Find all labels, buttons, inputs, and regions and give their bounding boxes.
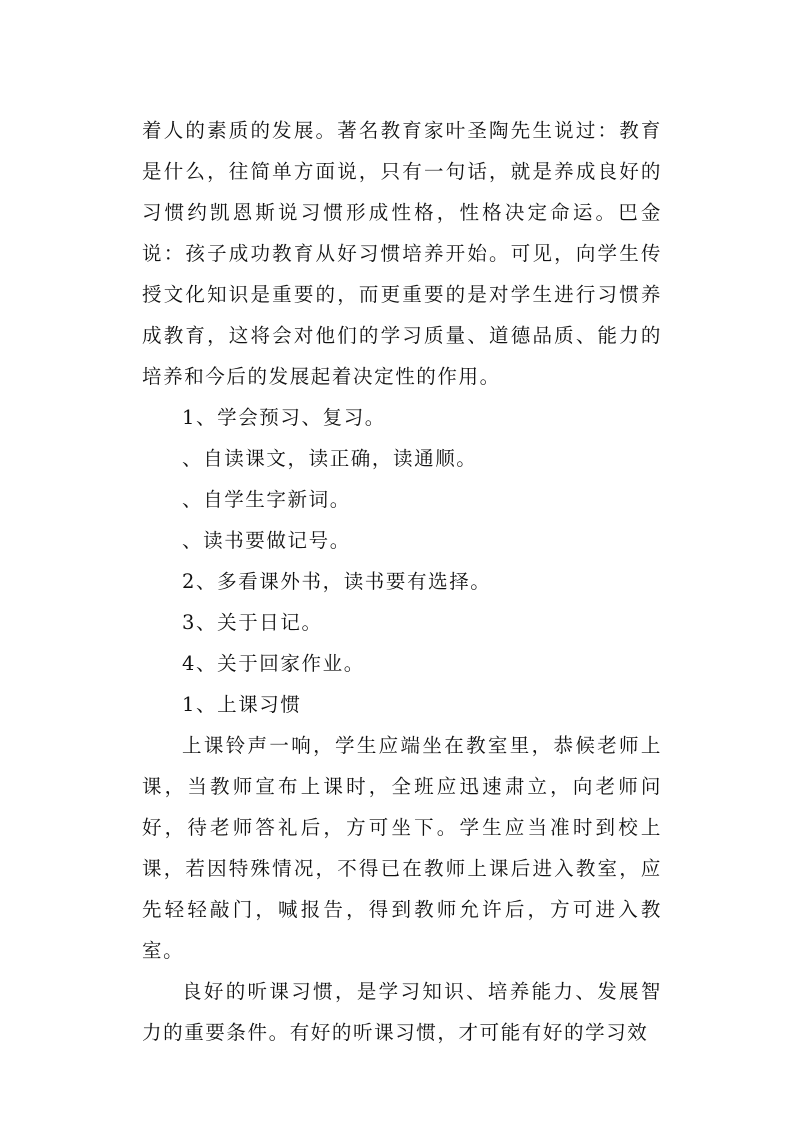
paragraph-intro: 着人的素质的发展。著名教育家叶圣陶先生说过：教育是什么，往简单方面说，只有一句话，就是养成良好的习惯约凯恩斯说习惯形成性格，性格决定命运。巴金说：孩子成功教育从好习惯培养开始。可见，向学生传授文化知识是重要的，而更重要的是对学生进行习惯养成教育，这将会对他们的学习质量、道德品质、能力的培养和今后的发展起着决定性的作用。: [142, 119, 662, 388]
list-item-extra-reading: 2、多看课外书，读书要有选择。: [182, 570, 492, 593]
paragraph-class-bell: 上课铃声一响，学生应端坐在教室里，恭候老师上课，当教师宣布上课时，全班应迅速肃立，向老师问好，待老师答礼后，方可坐下。学生应当准时到校上课，若因特殊情况，不得已在教师上课后进入教室，应先轻轻敲门，喊报告，得到教师允许后，方可进入教室。: [142, 734, 662, 962]
section-heading-class-habits: 1、上课习惯: [182, 693, 302, 716]
list-item-diary: 3、关于日记。: [182, 611, 323, 634]
list-item-reading-marks: 、读书要做记号。: [182, 529, 351, 552]
document-body: [142, 110, 662, 1053]
list-item-preview-review: 1、学会预习、复习。: [182, 406, 386, 429]
list-item-read-text: 、自读课文，读正确，读通顺。: [182, 447, 478, 470]
paragraph-listening-habits: 良好的听课习惯，是学习知识、培养能力、发展智力的重要条件。有好的听课习惯，才可能有好的学习效: [142, 980, 662, 1044]
list-item-homework: 4、关于回家作业。: [182, 652, 365, 675]
list-item-new-words: 、自学生字新词。: [182, 488, 351, 511]
